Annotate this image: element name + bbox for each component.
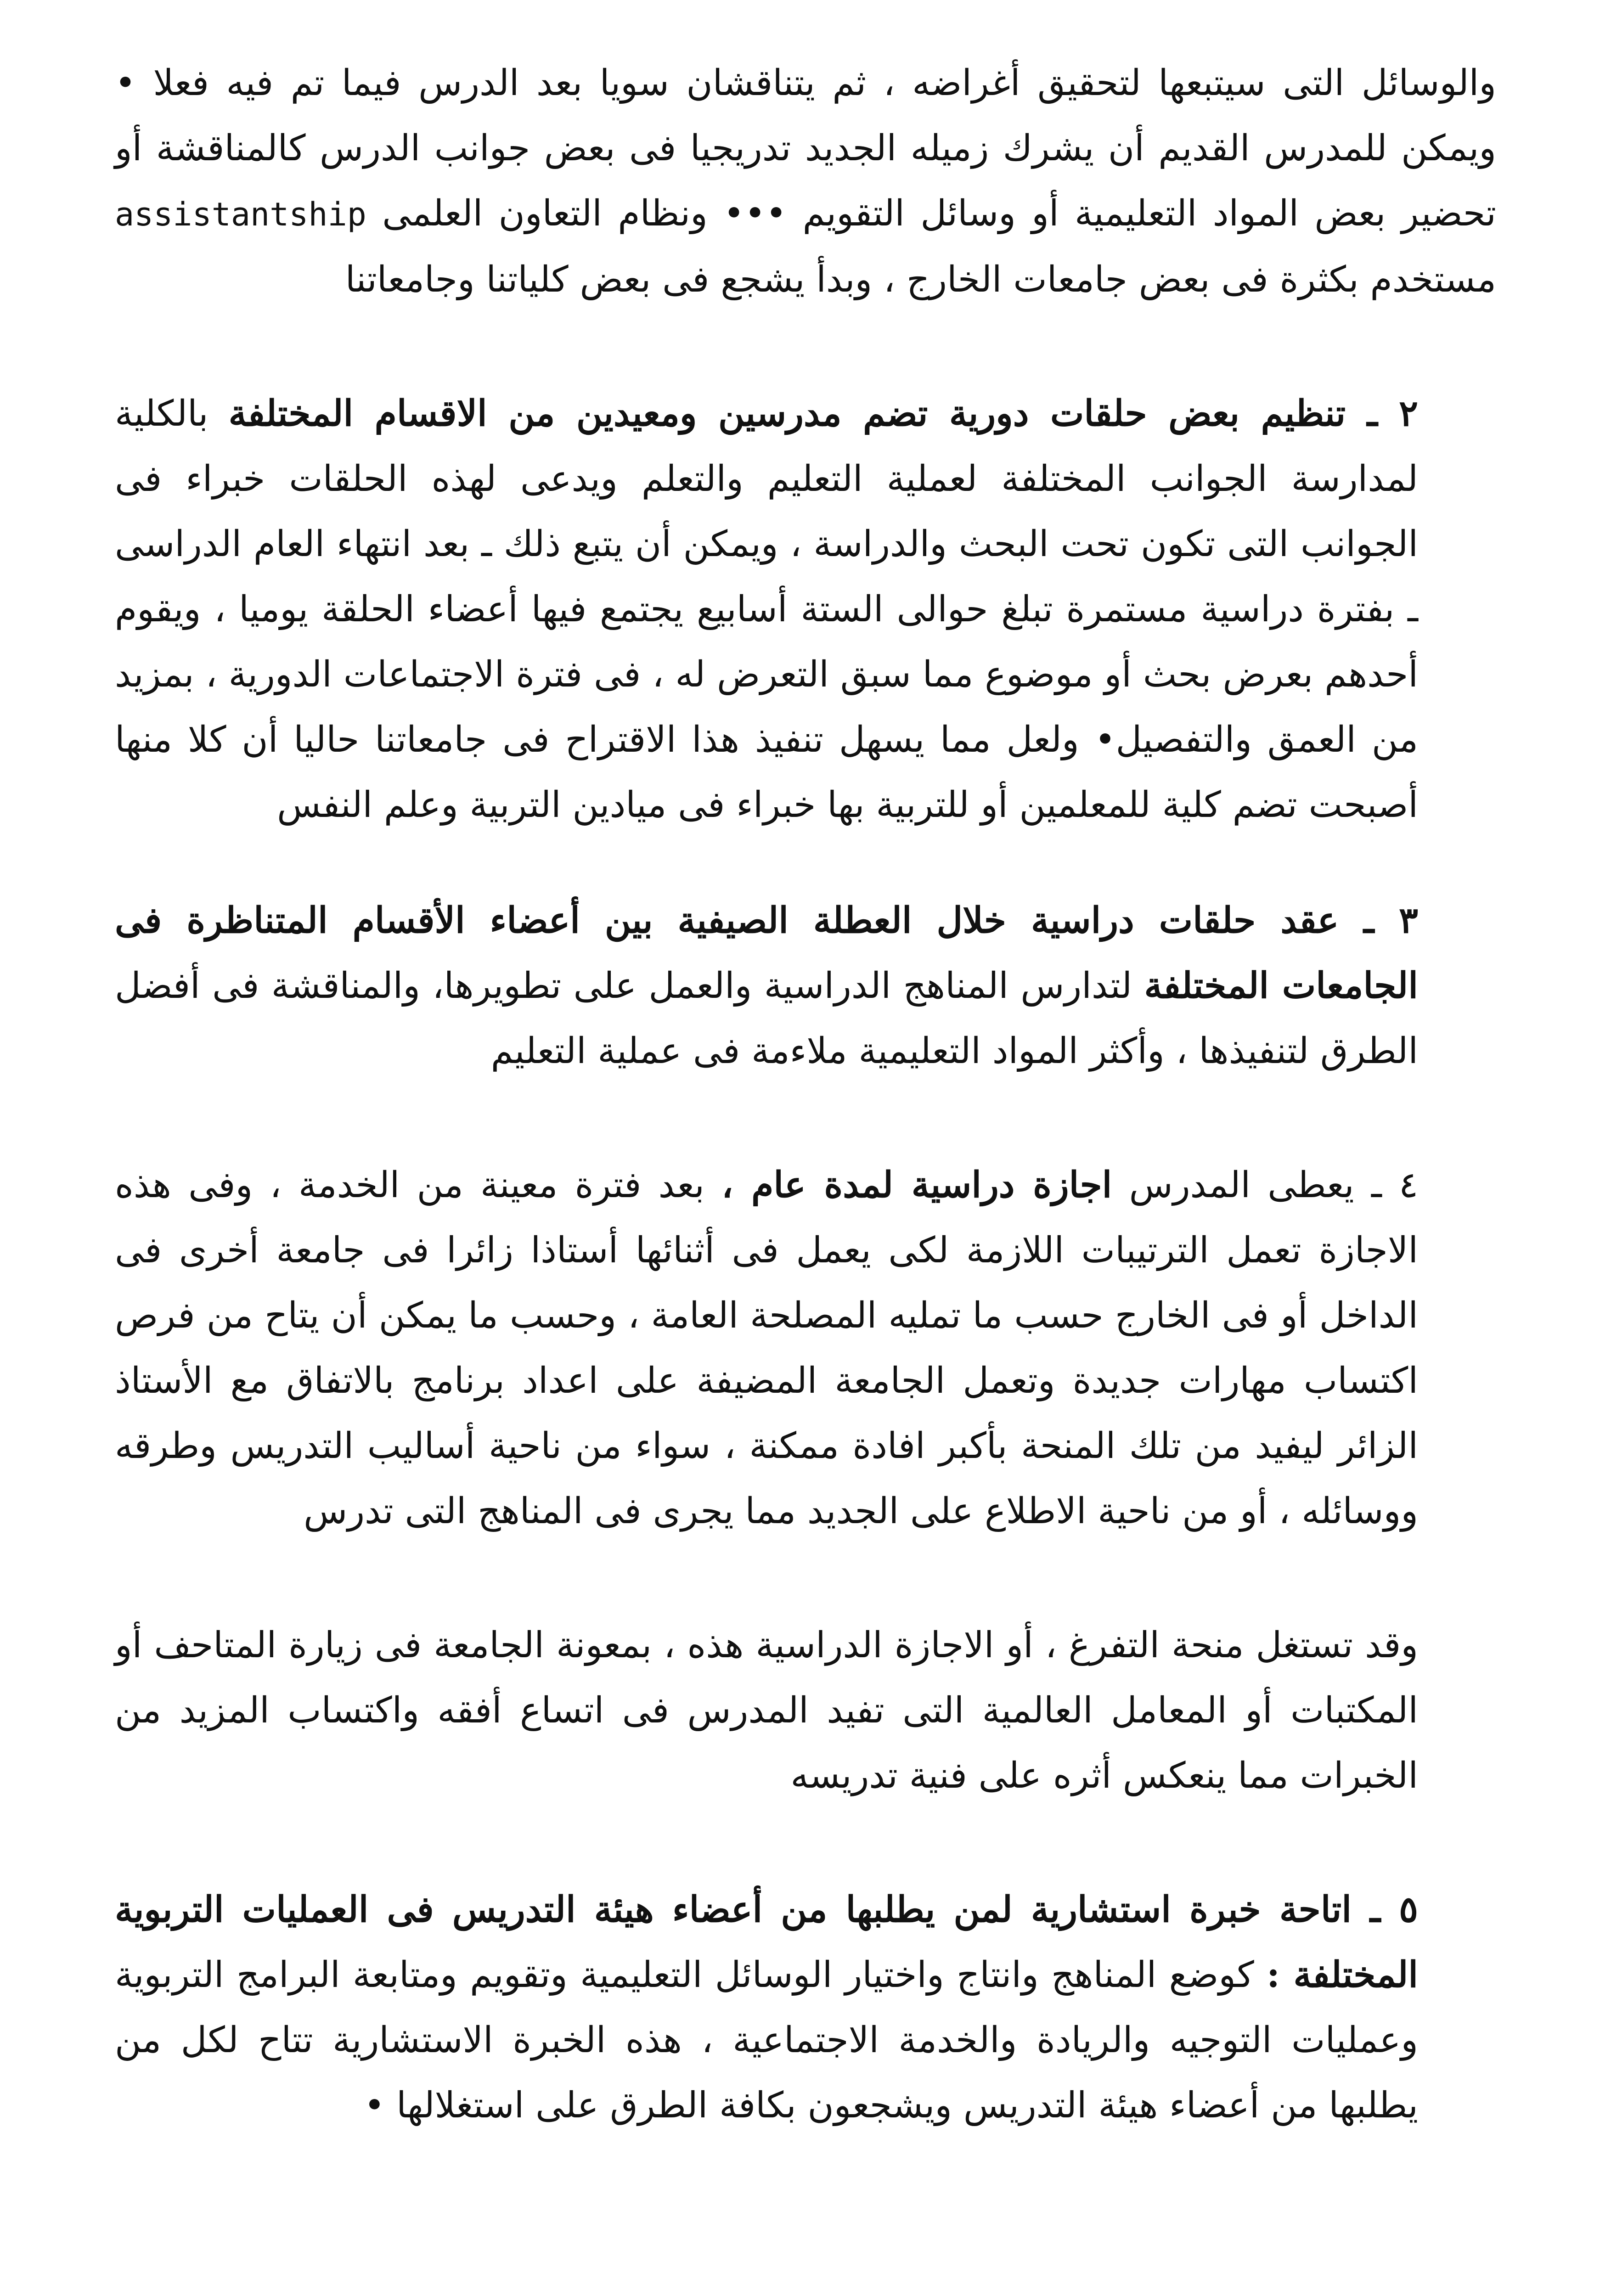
section-4: [115, 1153, 1496, 1544]
section-heading: ٣ ـ عقد حلقات دراسية خلال العطلة الصيفية بين أعضاء الأقسام المتناظرة فى الجامعات المختلفة: [115, 900, 1418, 1007]
section-heading: ٢ ـ تنظيم بعض حلقات دورية تضم مدرسين ومعيدين من الاقسام المختلفة: [228, 393, 1419, 434]
section-3: [115, 888, 1496, 1084]
paragraph-continuation: [115, 51, 1496, 312]
section-lead: ٤ ـ يعطى المدرس: [1129, 1165, 1418, 1206]
section-body: بعد فترة معينة من الخدمة ، وفى هذه الاجازة تعمل الترتيبات اللازمة لكى يعمل فى أثنائها أستاذا زائرا فى جامعة أخرى فى الداخل أو فى الخارج حسب ما تمليه المصلحة العامة ، وحسب ما يمكن أن يتاح من فرص اكتساب مهارات جديدة وتعمل الجامعة المضيفة على اعداد برنامج بالاتفاق مع الأستاذ الزائر ليفيد من تلك المنحة بأكبر افادة ممكنة ، سواء من ناحية أساليب التدريس وطرقه ووسائله ، أو من ناحية الاطلاع على الجديد مما يجرى فى المناهج التى تدرس: [115, 1165, 1418, 1532]
paragraph-text: وقد تستغل منحة التفرغ ، أو الاجازة الدراسية هذه ، بمعونة الجامعة فى زيارة المتاحف أو المكتبات أو المعامل العالمية التى تفيد المدرس فى اتساع أفقه واكتساب المزيد من الخبرات مما ينعكس أثره على فنية تدريسه: [115, 1625, 1418, 1796]
paragraph-text: مستخدم بكثرة فى بعض جامعات الخارج ، وبدأ يشجع فى بعض كلياتنا وجامعاتنا: [345, 259, 1496, 300]
text-column: [115, 51, 1496, 2138]
section-heading: اجازة دراسية لمدة عام ،: [721, 1164, 1112, 1206]
section-body: لتدارس المناهج الدراسية والعمل على تطويرها، والمناقشة فى أفضل الطرق لتنفيذها ، وأكثر المواد التعليمية ملاءمة فى عملية التعليم: [115, 965, 1418, 1072]
section-body: كوضع المناهج وانتاج واختيار الوسائل التعليمية وتقويم ومتابعة البرامج التربوية وعمليات التوجيه والريادة والخدمة الاجتماعية ، هذه الخبرة الاستشارية تتاح لكل من يطلبها من أعضاء هيئة التدريس ويشجعون بكافة الطرق على استغلالها •: [115, 1954, 1418, 2126]
section-5: [115, 1877, 1496, 2138]
section-body: بالكلية لمدارسة الجوانب المختلفة لعملية التعليم والتعلم ويدعى لهذه الحلقات خبراء فى الجوانب التى تكون تحت البحث والدراسة ، ويمكن أن يتبع ذلك ـ بعد انتهاء العام الدراسى ـ بفترة دراسية مستمرة تبلغ حوالى الستة أسابيع يجتمع فيها أعضاء الحلقة يوميا ، ويقوم أحدهم بعرض بحث أو موضوع مما سبق التعرض له ، فى فترة الاجتماعات الدورية ، بمزيد من العمق والتفصيل• ولعل مما يسهل تنفيذ هذا الاقتراح فى جامعاتنا حاليا أن كلا منها أصبحت تضم كلية للمعلمين أو للتربية بها خبراء فى ميادين التربية وعلم النفس: [115, 393, 1418, 826]
section-heading: ٥ ـ اتاحة خبرة استشارية لمن يطلبها من أعضاء هيئة التدريس فى العمليات التربوية المختلفة :: [115, 1889, 1419, 1996]
latin-term: assistantship: [115, 196, 366, 233]
paragraph-text: والوسائل التى سيتبعها لتحقيق أغراضه ، ثم يتناقشان سويا بعد الدرس فيما تم فيه فعلا • ويمكن للمدرس القديم أن يشرك زميله الجديد تدريجيا فى بعض جوانب الدرس كالمناقشة أو تحضير بعض المواد التعليمية أو وسائل التقويم ••• ونظام التعاون العلمى: [115, 62, 1496, 234]
section-2: [115, 381, 1496, 838]
paragraph-sabbatical: [115, 1613, 1496, 1808]
